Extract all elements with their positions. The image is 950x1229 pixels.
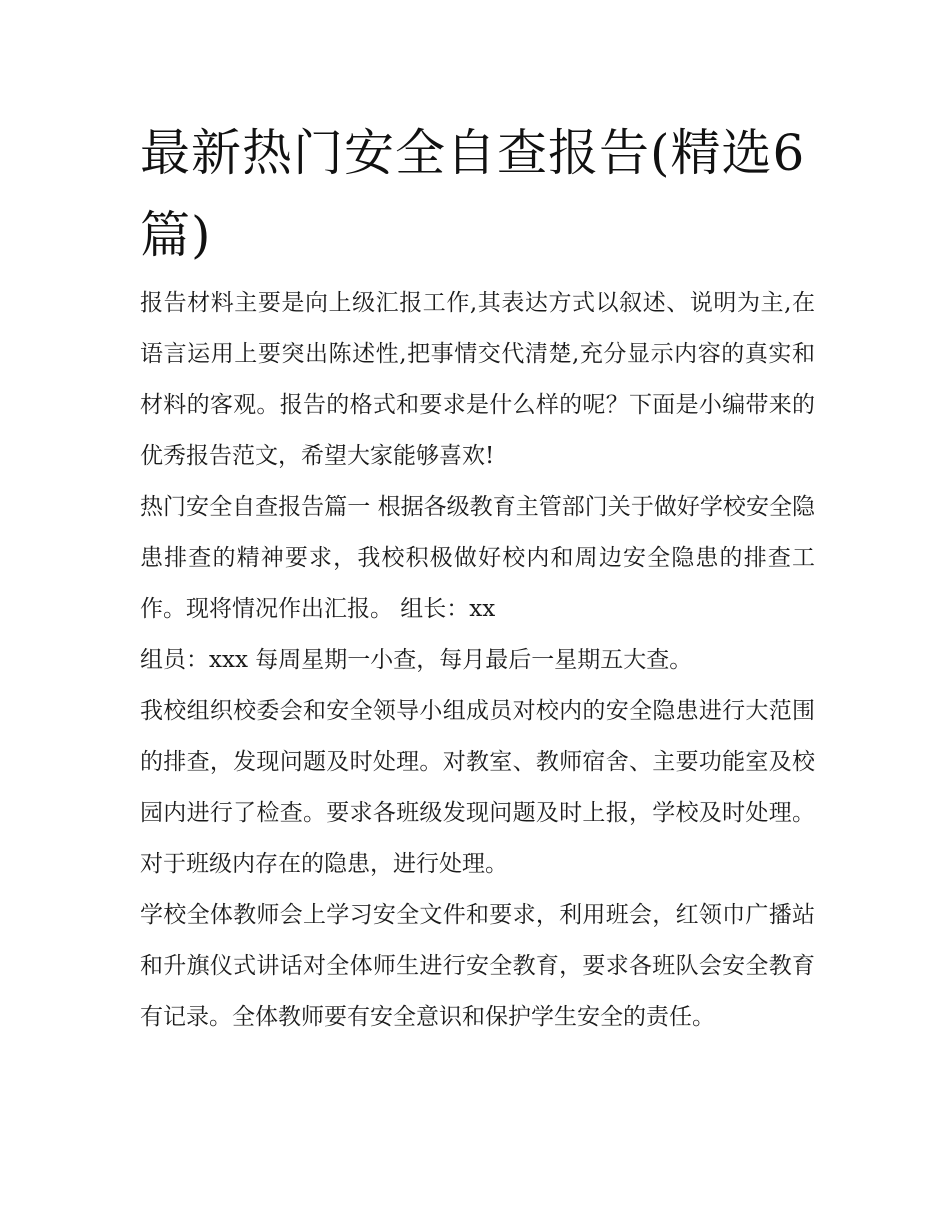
document-title: 最新热门安全自查报告(精选6篇) (140, 124, 806, 264)
paragraph-report-one: 热门安全自查报告篇一 根据各级教育主管部门关于做好学校安全隐患排查的精神要求，我校积极做好校内和周边安全隐患的排查工作。现将情况作出汇报。 组长：xx (140, 494, 815, 622)
paragraph-inspection: 我校组织校委会和安全领导小组成员对校内的安全隐患进行大范围的排查，发现问题及时处理。对教室、教师宿舍、主要功能室及校园内进行了检查。要求各班级发现问题及时上报，学校及时处理。对于班级内存在的隐患，进行处理。 (140, 698, 815, 877)
paragraph-intro: 报告材料主要是向上级汇报工作,其表达方式以叙述、说明为主,在语言运用上要突出陈述性,把事情交代清楚,充分显示内容的真实和材料的客观。报告的格式和要求是什么样的呢？下面是小编带来的优秀报告范文，希望大家能够喜欢! (140, 290, 815, 469)
paragraph-members: 组员：xxx 每周星期一小查，每月最后一星期五大查。 (140, 647, 693, 673)
paragraph-education: 学校全体教师会上学习安全文件和要求，利用班会，红领巾广播站和升旗仪式讲话对全体师生进行安全教育，要求各班队会安全教育有记录。全体教师要有安全意识和保护学生安全的责任。 (140, 902, 815, 1030)
document-body (140, 278, 815, 1043)
